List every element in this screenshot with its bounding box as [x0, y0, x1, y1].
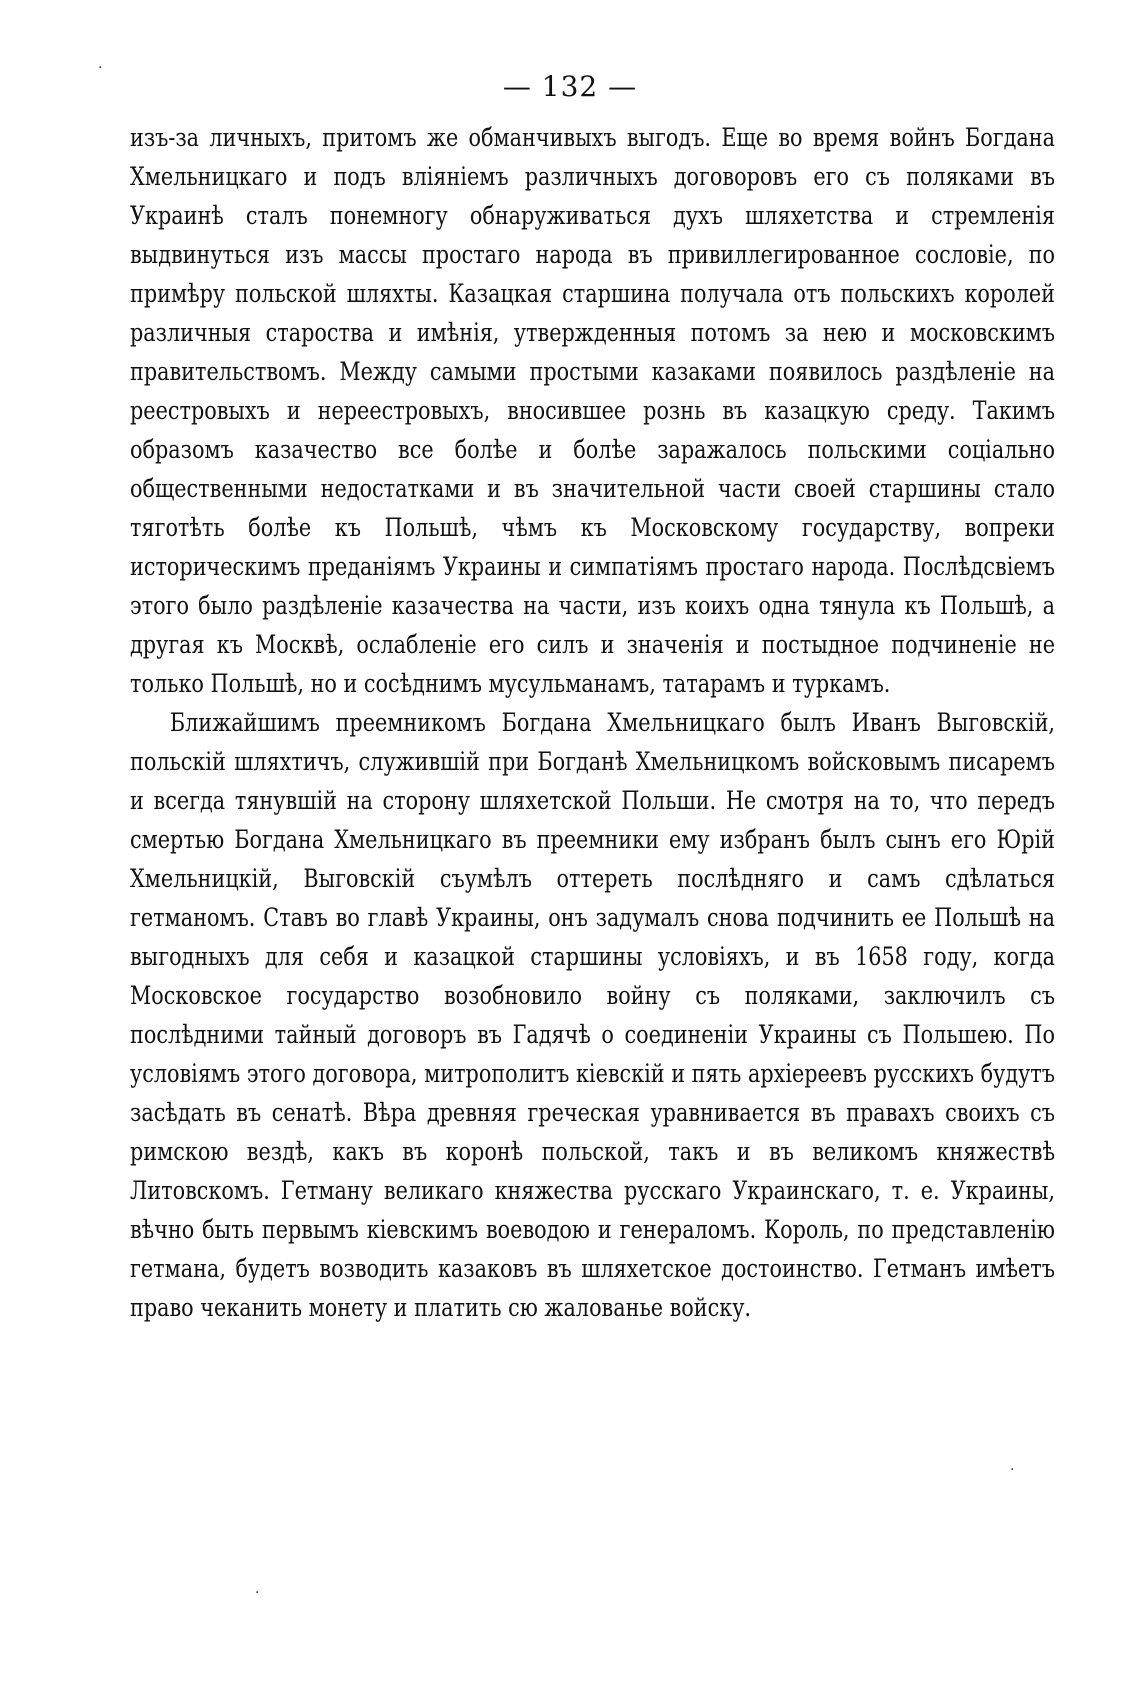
- scan-speck: ·: [255, 1585, 260, 1601]
- paragraph-2: Ближайшимъ преемникомъ Богдана Хмельницкаго былъ Иванъ Выговскій, польскій шляхтичъ, служившій при Богданѣ Хмельницкомъ войсковымъ писаремъ и всегда тянувшій на сторону шляхетской Польши. Не смотря на то, что передъ смертью Богдана Хмельницкаго въ преемники ему избранъ былъ сынъ его Юрій Хмельницкій, Выговскій съумѣлъ оттереть послѣдняго и самъ сдѣлаться гетманомъ. Ставъ во главѣ Украины, онъ задумалъ снова подчинить ее Польшѣ на выгодныхъ для себя и казацкой старшины условіяхъ, и въ 1658 году, когда Московское государство возобновило войну съ поляками, заключилъ съ послѣдними тайный договоръ въ Гадячѣ о соединеніи Украины съ Польшею. По условіямъ этого договора, митрополитъ кіевскій и пять архіереевъ русскихъ будутъ засѣдать въ сенатѣ. Вѣра древняя греческая уравнивается въ правахъ своихъ съ римскою вездѣ, какъ въ коронѣ польской, такъ и въ великомъ княжествѣ Литовскомъ. Гетману великаго княжества русскаго Украинскаго, т. е. Украины, вѣчно быть первымъ кіевскимъ воеводою и генераломъ. Король, по представленію гетмана, будетъ возводить казаковъ въ шляхетское достоинство. Гетманъ имѣетъ право чеканить монету и платить сю жалованье войску.: [130, 708, 1055, 1322]
- body-text: [130, 118, 1055, 1327]
- scan-speck: ·: [1010, 1462, 1015, 1478]
- scan-speck: ·: [98, 60, 103, 76]
- paragraph-1: изъ-за личныхъ, притомъ же обманчивыхъ выгодъ. Еще во время войнъ Богдана Хмельницкаго и подъ вліяніемъ различныхъ договоровъ его съ поляками въ Украинѣ сталъ понемногу обнаруживаться духъ шляхетства и стремленія выдвинуться изъ массы простаго народа въ привиллегированное сословіе, по примѣру польской шляхты. Казацкая старшина получала отъ польскихъ королей различныя староства и имѣнія, утвержденныя потомъ за нею и московскимъ правительствомъ. Между самыми простыми казаками появилось раздѣленіе на реестровыхъ и нереестровыхъ, вносившее рознь въ казацкую среду. Такимъ образомъ казачество все болѣе и болѣе заражалось польскими соціально общественными недостатками и въ значительной части своей старшины стало тяготѣть болѣе къ Польшѣ, чѣмъ къ Московскому государству, вопреки историческимъ преданіямъ Украины и симпатіямъ простаго народа. Послѣдсвіемъ этого было раздѣленіе казачества на части, изъ коихъ одна тянула къ Польшѣ, а другая къ Москвѣ, ослабленіе его силъ и значенія и постыдное подчиненіе не только Польшѣ, но и сосѣднимъ мусульманамъ, татарамъ и туркамъ.: [130, 123, 1055, 698]
- page-number: — 132 —: [502, 70, 638, 103]
